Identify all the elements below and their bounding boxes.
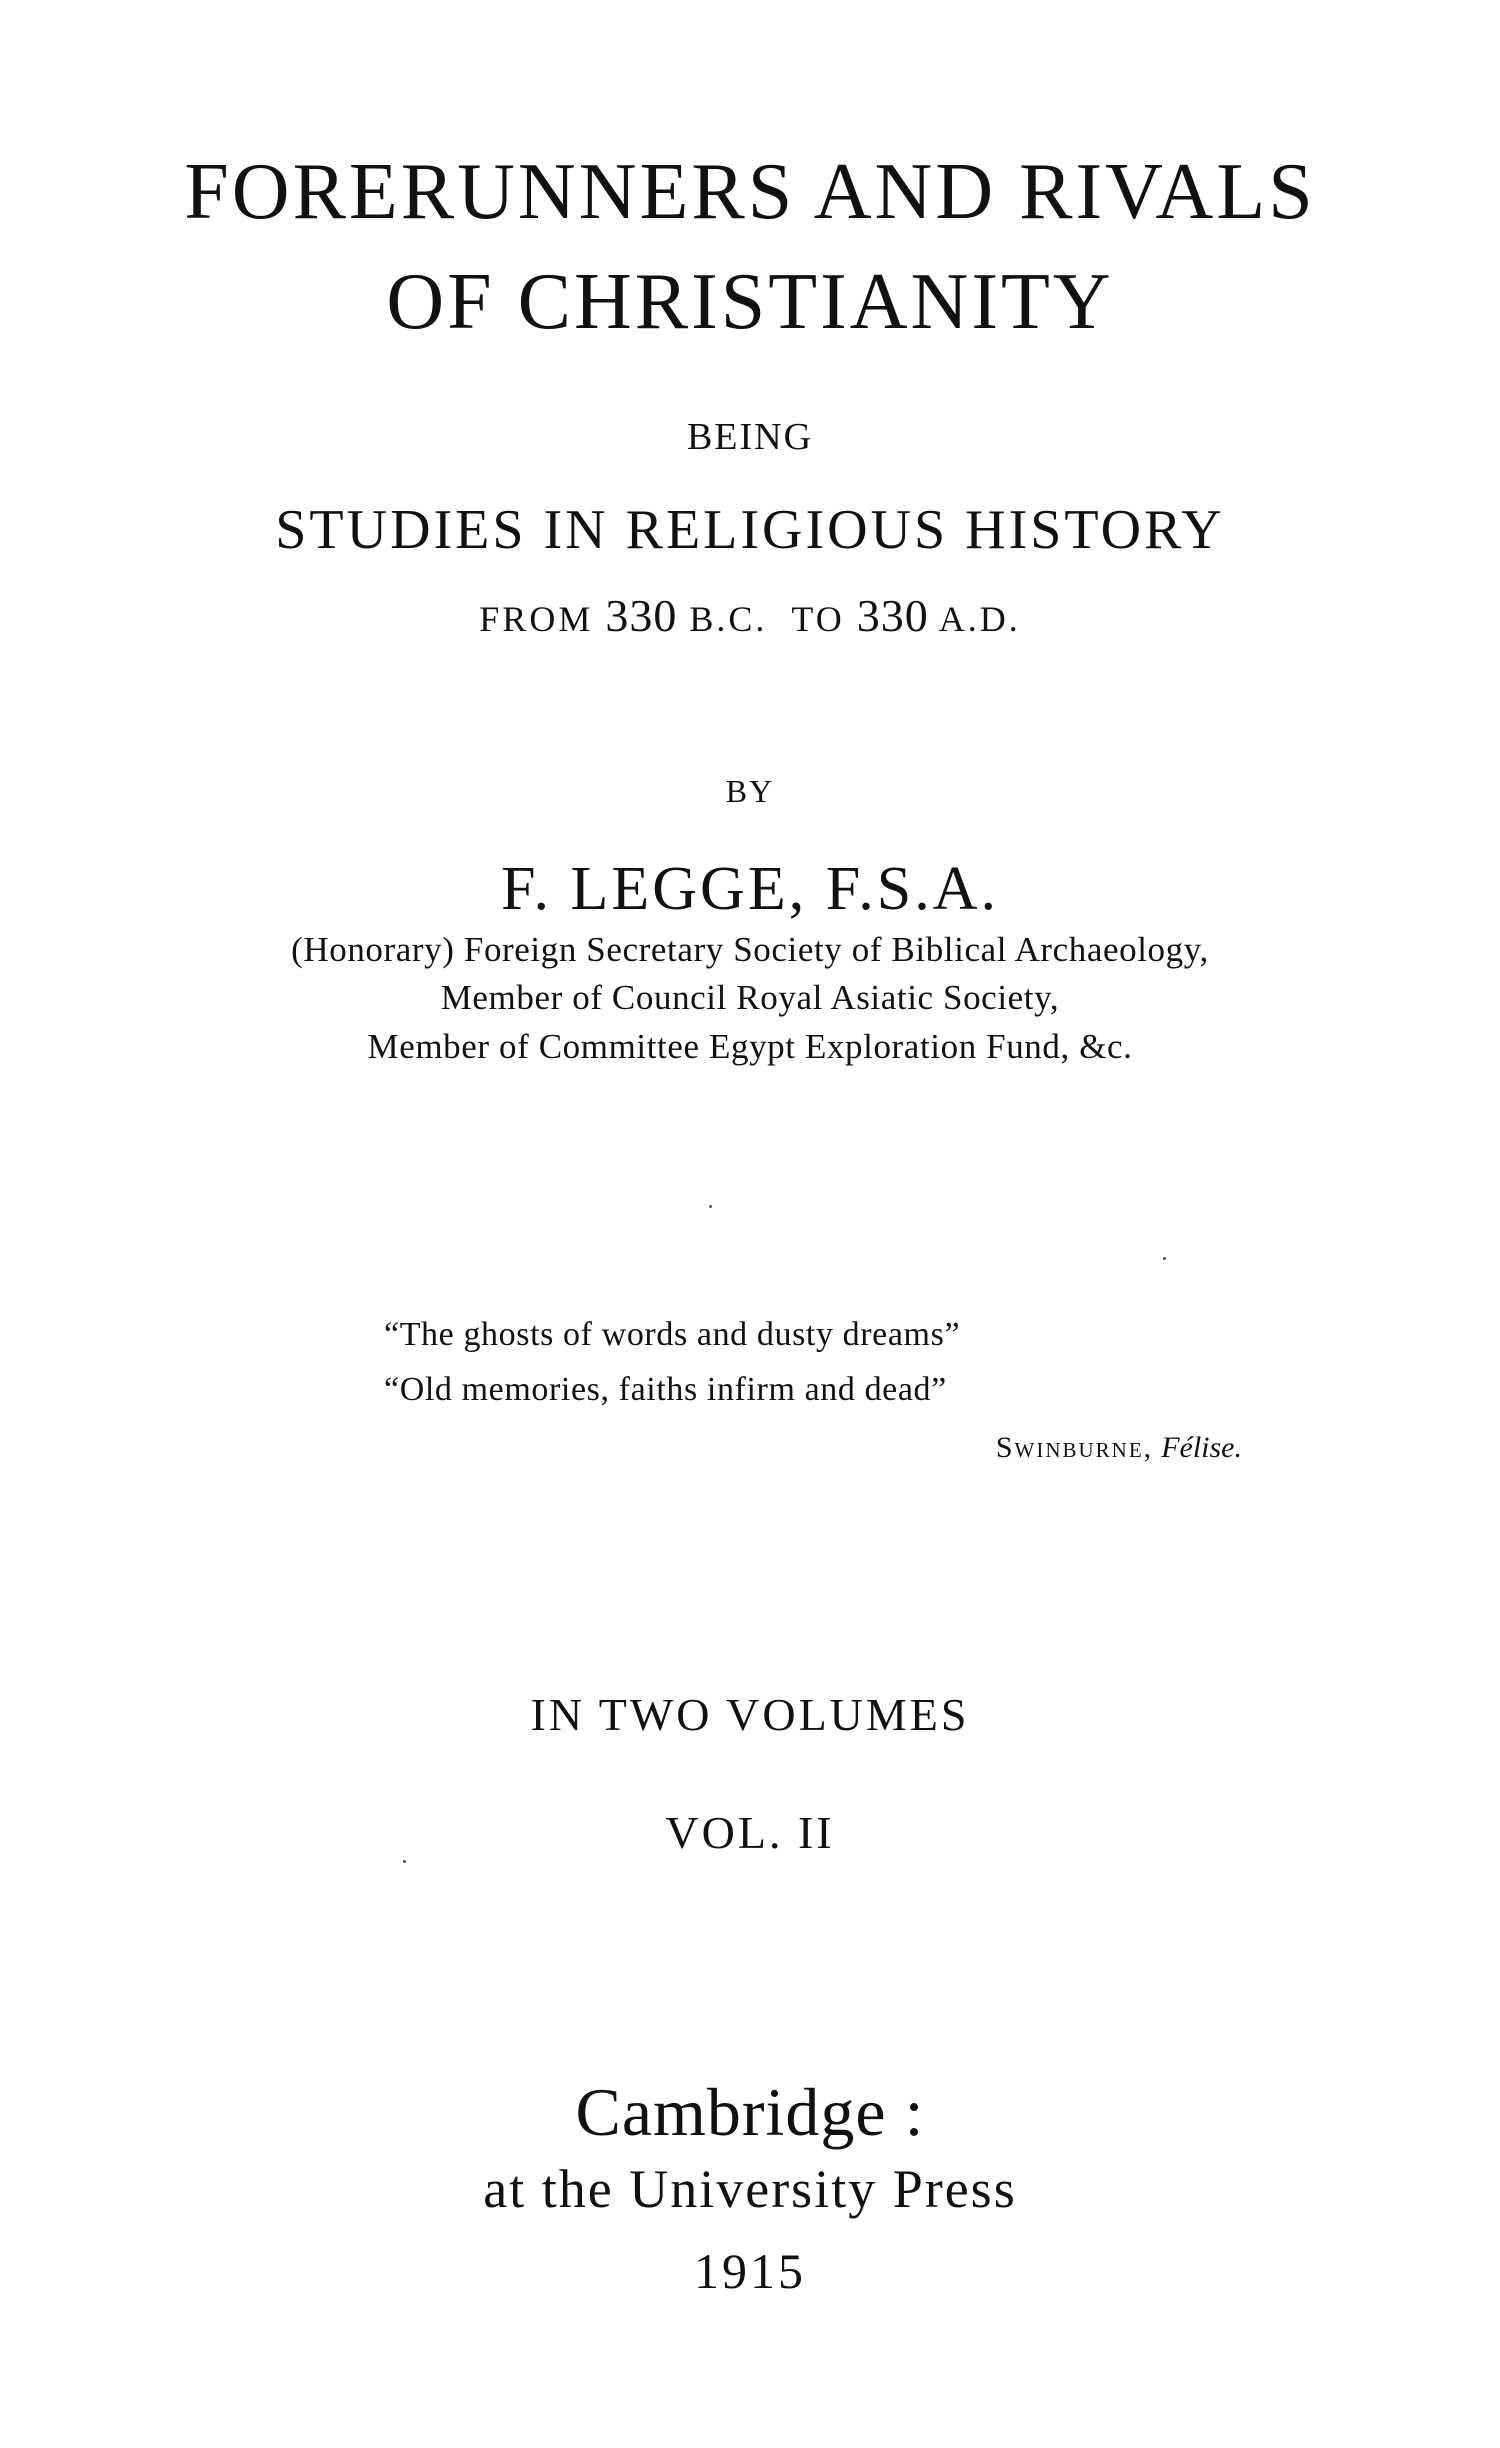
epigraph-author: Swinburne, — [995, 1431, 1154, 1464]
title-line-1: FORERUNNERS AND RIVALS — [184, 148, 1316, 236]
epigraph-attribution — [996, 1433, 1242, 1463]
epigraph-line: “Old memories, faiths infirm and dead” — [384, 1371, 947, 1408]
date-end-era: A.D. — [938, 599, 1021, 639]
author-credential: (Honorary) Foreign Secretary Society of Biblical Archaeology, — [291, 930, 1209, 969]
date-start-year: 330 — [605, 590, 678, 641]
subtitle-studies: STUDIES IN RELIGIOUS HISTORY — [275, 499, 1225, 561]
volume-count: IN TWO VOLUMES — [530, 1689, 970, 1740]
print-speck — [709, 1205, 712, 1208]
print-speck — [403, 1860, 406, 1863]
author-name: F. LEGGE, F.S.A. — [501, 855, 999, 923]
author-credential: Member of Council Royal Asiatic Society, — [440, 978, 1060, 1017]
subtitle-being: BEING — [686, 416, 814, 458]
imprint-press: at the University Press — [483, 2159, 1017, 2219]
date-end-year: 330 — [856, 590, 929, 641]
volume-number: VOL. II — [665, 1807, 835, 1858]
date-to-label: TO — [791, 599, 845, 639]
print-speck — [1163, 1257, 1166, 1260]
subtitle-date-range — [0, 590, 1500, 641]
by-label: BY — [725, 773, 775, 809]
epigraph-work: Félise. — [1161, 1431, 1242, 1464]
imprint-city: Cambridge : — [575, 2074, 925, 2150]
date-from-label: FROM — [479, 599, 594, 639]
imprint-year: 1915 — [694, 2243, 806, 2299]
title-line-2: OF CHRISTIANITY — [386, 258, 1114, 346]
epigraph-line: “The ghosts of words and dusty dreams” — [384, 1316, 961, 1353]
author-credential: Member of Committee Egypt Exploration Fund, &c. — [367, 1027, 1133, 1066]
date-start-era: B.C. — [689, 599, 768, 639]
